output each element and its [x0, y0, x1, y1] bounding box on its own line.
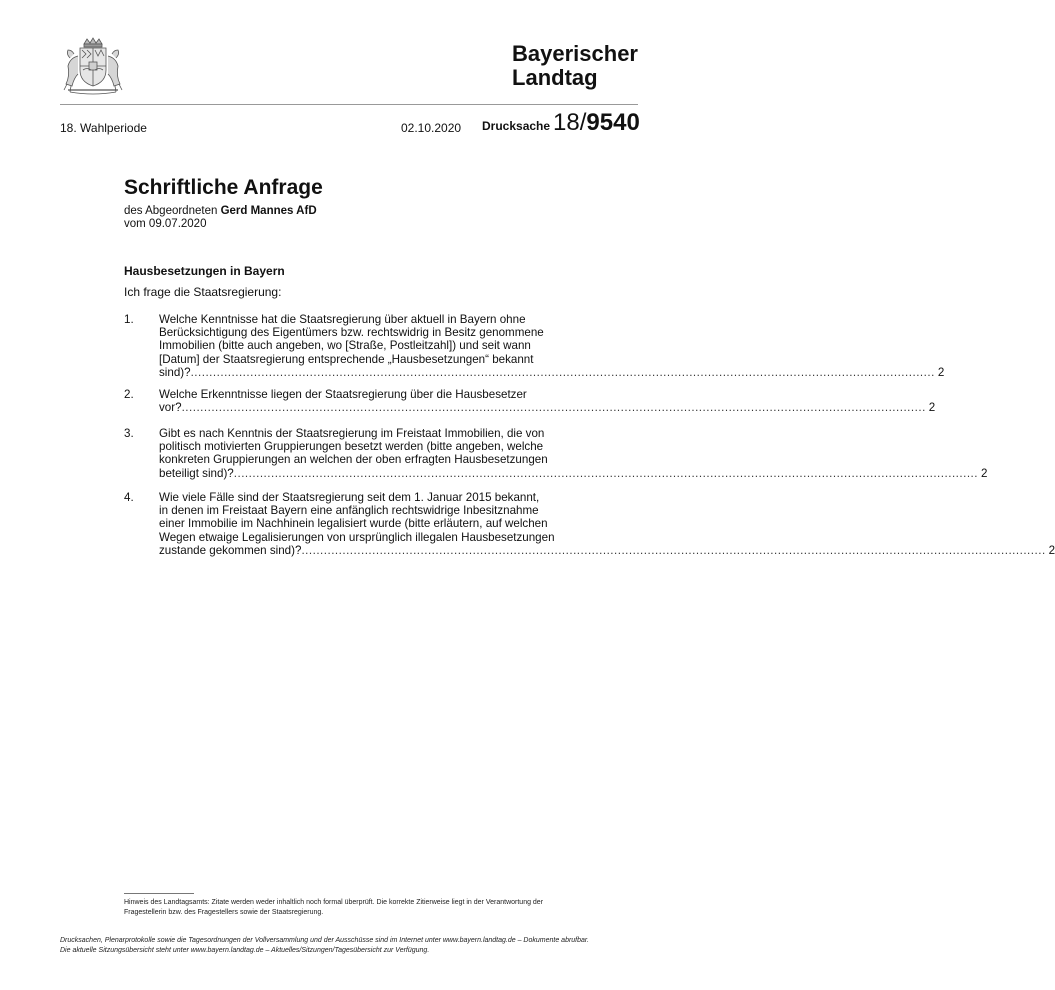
footnote — [124, 898, 584, 917]
question-line: Wegen etwaige Legalisierungen von ursprünglich illegalen Hausbesetzungen — [159, 530, 555, 544]
leader-dots: ........................................................................................................................................................................................................ — [301, 543, 1046, 557]
question-line: [Datum] der Staatsregierung entsprechende „Hausbesetzungen“ bekannt — [159, 352, 534, 366]
topic-heading: Hausbesetzungen in Bayern — [124, 264, 285, 278]
brand-line-1: Bayerischer — [512, 41, 638, 66]
footnote-line: Hinweis des Landtagsamts: Zitate werden weder inhaltlich noch formal überprüft. Die korrekte Zitierweise liegt in der Verantwortung der — [124, 899, 544, 906]
question-line: konkreten Gruppierungen an welchen der oben erfragten Hausbesetzungen — [159, 453, 548, 467]
page-reference: 2 — [928, 401, 936, 415]
document-number — [482, 109, 640, 137]
question-number: 1. — [124, 313, 134, 326]
document-number-period: 18 — [553, 109, 580, 136]
request-date: vom 09.07.2020 — [124, 218, 207, 230]
question-item-1 — [124, 313, 945, 379]
footnote-line: Fragestellerin bzw. des Fragestellers sowie der Staatsregierung. — [124, 908, 324, 916]
document-number-id: 9540 — [586, 109, 640, 136]
legislative-period: 18. Wahlperiode — [60, 121, 147, 135]
author-prefix: des Abgeordneten — [124, 205, 221, 217]
intro-text: Ich frage die Staatsregierung: — [124, 285, 282, 299]
question-line: Wie viele Fälle sind der Staatsregierung seit dem 1. Januar 2015 bekannt, — [159, 491, 540, 504]
question-line: in denen im Freistaat Bayern eine anfänglich rechtswidrige Inbesitznahme — [159, 504, 539, 518]
question-item-2 — [124, 388, 936, 415]
question-line: politisch motivierten Gruppierungen besetzt werden (bitte angeben, welche — [159, 440, 544, 454]
leader-dots: ........................................................................................................................................................................................................ — [181, 401, 926, 415]
brand-wordmark — [512, 42, 638, 90]
question-line: einer Immobilie im Nachhinein legalisiert wurde (bitte erläutern, auf welchen — [159, 517, 548, 531]
footer-line: Die aktuelle Sitzungsübersicht steht unter www.bayern.landtag.de – Aktuelles/Sitzungen/Tagesübersicht zur Verfügung. — [60, 946, 430, 954]
document-date: 02.10.2020 — [401, 121, 462, 135]
question-last-line — [159, 466, 988, 480]
document-number-label: Drucksache — [482, 119, 551, 133]
coat-of-arms-icon — [60, 36, 126, 96]
footer-line: Drucksachen, Plenarprotokolle sowie die Tagesordnungen der Vollversammlung und der Ausschüsse sind im Internet unter www.bayern.landtag.de – Dokumente abrufbar. — [60, 937, 589, 944]
page-footer — [60, 936, 640, 955]
footnote-divider — [124, 893, 194, 894]
question-last-line — [159, 365, 945, 379]
author-line — [124, 205, 317, 218]
question-line: Berücksichtigung des Eigentümers bzw. rechtswidrig in Besitz genommene — [159, 326, 544, 340]
question-line: Welche Kenntnisse hat die Staatsregierung über aktuell in Bayern ohne — [159, 313, 526, 326]
question-line: sind)? — [159, 365, 191, 379]
question-line: beteiligt sind)? — [159, 466, 234, 480]
question-line: zustande gekommen sind)? — [159, 543, 302, 557]
question-line: Immobilien (bitte auch angeben, wo [Straße, Postleitzahl]) und seit wann — [159, 339, 531, 353]
question-item-3 — [124, 427, 988, 480]
question-item-4 — [124, 491, 1055, 557]
question-line: Gibt es nach Kenntnis der Staatsregierung im Freistaat Immobilien, die von — [159, 427, 545, 440]
page-reference: 2 — [981, 466, 988, 480]
document-number-slash: / — [579, 109, 587, 136]
question-last-line — [159, 543, 1055, 557]
page-title: Schriftliche Anfrage — [124, 176, 323, 199]
leader-dots: ........................................................................................................................................................................................................ — [233, 466, 978, 480]
page-reference: 2 — [1048, 543, 1055, 557]
question-last-line — [159, 401, 936, 415]
leader-dots: ........................................................................................................................................................................................................ — [190, 365, 935, 379]
question-line: Welche Erkenntnisse liegen der Staatsregierung über die Hausbesetzer — [159, 388, 527, 401]
header-divider — [60, 104, 638, 105]
question-number: 3. — [124, 427, 134, 440]
author-name: Gerd Mannes AfD — [220, 205, 317, 217]
question-line: vor? — [159, 401, 182, 415]
page-reference: 2 — [937, 365, 945, 379]
brand-line-2: Landtag — [512, 65, 598, 90]
question-number: 4. — [124, 491, 134, 504]
question-number: 2. — [124, 388, 134, 401]
